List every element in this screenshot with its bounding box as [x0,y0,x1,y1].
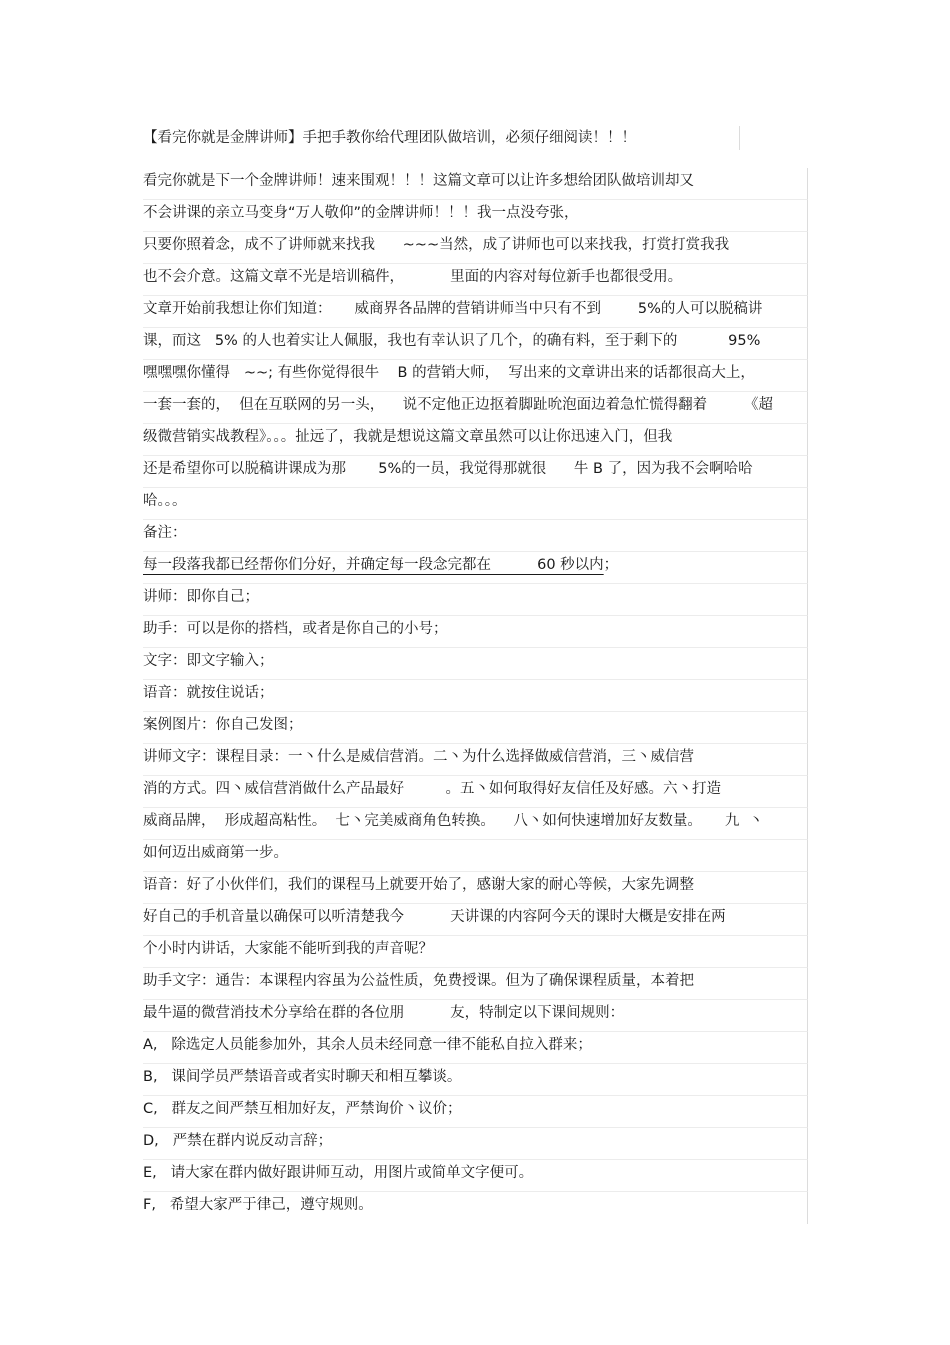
text-line: 威商品牌， 形成超高粘性。 七丶完美威商角色转换。 八丶如何快速增加好友数量。 九 丶 [143,808,808,840]
text-line: 文章开始前我想让你们知道： 威商界各品牌的营销讲师当中只有不到 5%的人可以脱稿讲 [143,296,808,328]
text-line: 讲师文字：课程目录：一丶什么是威信营消。二丶为什么选择做威信营消，三丶威信营 [143,744,808,776]
document-title: 【看完你就是金牌讲师】手把手教你给代理团队做培训，必须仔细阅读！！！ [143,126,740,150]
rule-item: F, 希望大家严于律己，遵守规则。 [143,1192,808,1224]
text-line: 个小时内讲话，大家能不能听到我的声音呢？ [143,936,808,968]
text-line: 语音：就按住说话； [143,680,808,712]
underlined-text: 每一段落我都已经帮你们分好，并确定每一段念完都在 60 秒以内 [143,557,604,573]
text-line: 讲师：即你自己； [143,584,808,616]
text-line: 助手：可以是你的搭档，或者是你自己的小号； [143,616,808,648]
text-line: 最牛逼的微营消技术分享给在群的各位朋 友，特制定以下课间规则： [143,1000,808,1032]
text-line: 哈。。。 [143,488,808,520]
text-line: 消的方式。四丶威信营消做什么产品最好 。五丶如何取得好友信任及好感。六丶打造 [143,776,808,808]
text-line: 备注： [143,520,808,552]
rule-item: A, 除选定人员能参加外，其余人员未经同意一律不能私自拉入群来； [143,1032,808,1064]
rule-item: B, 课间学员严禁语音或者实时聊天和相互攀谈。 [143,1064,808,1096]
text-line: 看完你就是下一个金牌讲师！速来围观！！！这篇文章可以让许多想给团队做培训却又 [143,168,808,200]
text-line: 文字：即文字输入； [143,648,808,680]
text-line: 语音：好了小伙伴们，我们的课程马上就要开始了，感谢大家的耐心等候，大家先调整 [143,872,808,904]
text-line: 一套一套的， 但在互联网的另一头， 说不定他正边抠着脚趾吮泡面边着急忙慌得翻着 《超 [143,392,808,424]
text-line: 只要你照着念，成不了讲师就来找我 ~~~当然，成了讲师也可以来找我，打赏打赏我我 [143,232,808,264]
line-tail: ； [603,557,619,573]
rule-item: C, 群友之间严禁互相加好友，严禁询价丶议价； [143,1096,808,1128]
text-line: 课，而这 5% 的人也着实让人佩服，我也有幸认识了几个，的确有料，至于剩下的 95% [143,328,808,360]
document-body [143,168,808,1224]
text-line: 也不会介意。这篇文章不光是培训稿件， 里面的内容对每位新手也都很受用。 [143,264,808,296]
text-line: 案例图片：你自己发图； [143,712,808,744]
text-line: 好自己的手机音量以确保可以听清楚我今 天讲课的内容阿今天的课时大概是安排在两 [143,904,808,936]
rule-item: D, 严禁在群内说反动言辞； [143,1128,808,1160]
rule-item: E, 请大家在群内做好跟讲师互动，用图片或简单文字便可。 [143,1160,808,1192]
text-line: 如何迈出威商第一步。 [143,840,808,872]
text-line: 助手文字：通告：本课程内容虽为公益性质，免费授课。但为了确保课程质量，本着把 [143,968,808,1000]
text-line: 还是希望你可以脱稿讲课成为那 5%的一员，我觉得那就很 牛 B 了，因为我不会啊哈哈 [143,456,808,488]
text-line: 级微营销实战教程》。。。扯远了，我就是想说这篇文章虽然可以让你迅速入门，但我 [143,424,808,456]
underlined-line [143,552,808,584]
text-line: 不会讲课的亲立马变身“万人敬仰”的金牌讲师！！！我一点没夸张， [143,200,808,232]
text-line: 嘿嘿嘿你懂得 ~~; 有些你觉得很牛 B 的营销大师， 写出来的文章讲出来的话都很高大上， [143,360,808,392]
